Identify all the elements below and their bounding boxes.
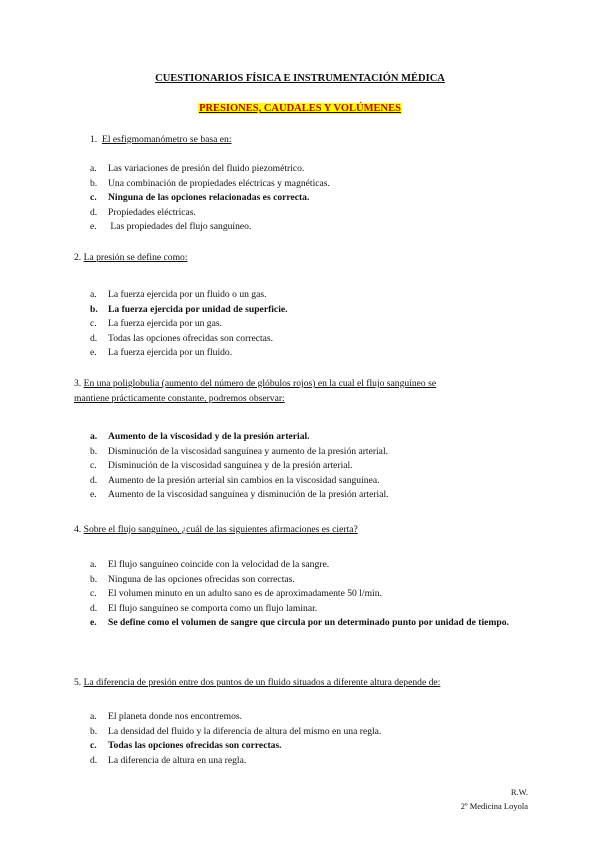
option-text: Propiedades eléctricas.: [108, 206, 196, 218]
option-text: Disminución de la viscosidad sanguínea y de la presión arterial.: [108, 460, 353, 471]
option-a: [90, 162, 530, 177]
option-c: [90, 459, 530, 474]
option-text: Se define como el volumen de sangre que circula por un determinado punto por unidad de tiempo.: [108, 617, 509, 628]
option-letter: c.: [90, 460, 97, 471]
option-letter: c.: [90, 740, 97, 751]
question-4: [74, 522, 534, 537]
option-letter: a.: [90, 289, 97, 300]
option-text: Disminución de la viscosidad sanguínea y aumento de la presión arterial.: [108, 445, 389, 457]
question-3: [74, 376, 534, 406]
option-d: [90, 754, 530, 769]
option-c: [90, 587, 530, 602]
option-letter: a.: [90, 163, 97, 174]
option-b: [90, 725, 530, 740]
footer-initials: R.W.: [510, 787, 528, 797]
question-text: La presión se define como:: [83, 252, 188, 263]
option-b-correct: [90, 303, 530, 318]
option-text: Aumento de la presión arterial sin cambios en la viscosidad sanguínea.: [108, 474, 380, 486]
question-4-options: [90, 558, 530, 645]
question-number: 3.: [74, 378, 82, 389]
question-5-options: [90, 710, 530, 768]
option-text: Las propiedades del flujo sanguíneo.: [110, 221, 252, 232]
question-1: [90, 132, 550, 147]
question-5: [74, 675, 534, 690]
option-text: Todas las opciones ofrecidas son correctas.: [108, 740, 282, 751]
option-text: La densidad del fluido y la diferencia de altura del mismo en una regla.: [108, 725, 382, 737]
option-text: La fuerza ejercida por un fluido.: [108, 347, 233, 358]
option-letter: a.: [90, 711, 97, 722]
option-text: Las variaciones de presión del fluido piezométrico.: [108, 163, 305, 174]
option-letter: d.: [90, 206, 98, 218]
option-text: El planeta donde nos encontremos.: [108, 711, 243, 722]
question-text: Sobre el flujo sanguíneo, ¿cuál de las siguientes afirmaciones es cierta?: [83, 524, 358, 535]
option-letter: b.: [90, 303, 98, 315]
option-text: La fuerza ejercida por un fluido o un gas.: [108, 289, 267, 300]
option-letter: a.: [90, 559, 97, 570]
option-text: El volumen minuto en un adulto sano es de aproximadamente 50 l/min.: [108, 588, 382, 599]
footer-course: 2º Medicina Loyola: [460, 801, 528, 811]
option-d: [90, 206, 530, 221]
option-b: [90, 177, 530, 192]
question-2-options: [90, 288, 530, 361]
option-text: La fuerza ejercida por un gas.: [108, 318, 222, 329]
option-text: Una combinación de propiedades eléctricas y magnéticas.: [108, 177, 330, 189]
section-title: [0, 103, 600, 114]
option-text: Todas las opciones ofrecidas son correctas.: [108, 332, 274, 344]
option-letter: b.: [90, 573, 98, 585]
option-letter: e.: [90, 347, 97, 358]
option-d: [90, 602, 530, 617]
option-letter: c.: [90, 318, 97, 329]
option-a: [90, 288, 530, 303]
option-letter: b.: [90, 445, 98, 457]
question-number: 4.: [74, 524, 82, 535]
question-number: 2.: [74, 252, 82, 263]
option-letter: b.: [90, 725, 98, 737]
option-text: Ninguna de las opciones ofrecidas son correctas.: [108, 573, 295, 585]
section-title-text: PRESIONES, CAUDALES Y VOLÚMENES: [199, 103, 401, 114]
option-c-correct: [90, 191, 530, 206]
option-c-correct: [90, 739, 530, 754]
question-text-line-2: mantiene prácticamente constante, podremos observar:: [74, 393, 285, 404]
question-text-line-1: En una poliglobulia (aumento del número de glóbulos rojos) en la cual el flujo sanguíneo se: [83, 378, 437, 389]
option-text: Aumento de la viscosidad y de la presión arterial.: [108, 431, 310, 442]
option-letter: a.: [90, 431, 98, 442]
option-d: [90, 474, 530, 489]
option-text: Aumento de la viscosidad sanguínea y disminución de la presión arterial.: [108, 489, 389, 500]
option-b: [90, 445, 530, 460]
option-letter: d.: [90, 602, 98, 614]
option-b: [90, 573, 530, 588]
option-letter: e.: [90, 489, 97, 500]
option-letter: d.: [90, 754, 98, 766]
option-text: Ninguna de las opciones relacionadas es correcta.: [108, 192, 310, 203]
option-text: La fuerza ejercida por unidad de superficie.: [108, 303, 288, 315]
question-number: 5.: [74, 677, 82, 688]
option-e: [90, 488, 530, 503]
option-text: La diferencia de altura en una regla.: [108, 754, 247, 766]
document-title: CUESTIONARIOS FÍSICA E INSTRUMENTACIÓN MÉDICA: [155, 73, 445, 84]
option-letter: c.: [90, 588, 97, 599]
option-e: [90, 220, 530, 235]
option-a: [90, 710, 530, 725]
question-1-options: [90, 162, 530, 235]
option-text: El flujo sanguíneo se comporta como un flujo laminar.: [108, 602, 318, 614]
option-letter: c.: [90, 192, 97, 203]
option-letter: b.: [90, 177, 98, 189]
option-text: El flujo sanguíneo coincide con la velocidad de la sangre.: [108, 559, 330, 570]
option-c: [90, 317, 530, 332]
question-2: [74, 250, 534, 265]
option-e-correct: [90, 616, 530, 645]
option-letter: d.: [90, 332, 98, 344]
question-text: La diferencia de presión entre dos puntos de un fluido situados a diferente altura depende de:: [83, 677, 441, 688]
option-a: [90, 558, 530, 573]
option-e: [90, 346, 530, 361]
option-letter: e.: [90, 617, 97, 628]
option-letter: d.: [90, 474, 98, 486]
option-a-correct: [90, 430, 530, 445]
option-letter: e.: [90, 221, 97, 232]
question-3-options: [90, 430, 530, 503]
question-number: 1.: [90, 134, 98, 145]
option-d: [90, 332, 530, 347]
question-text: El esfigmomanómetro se basa en:: [102, 134, 232, 145]
